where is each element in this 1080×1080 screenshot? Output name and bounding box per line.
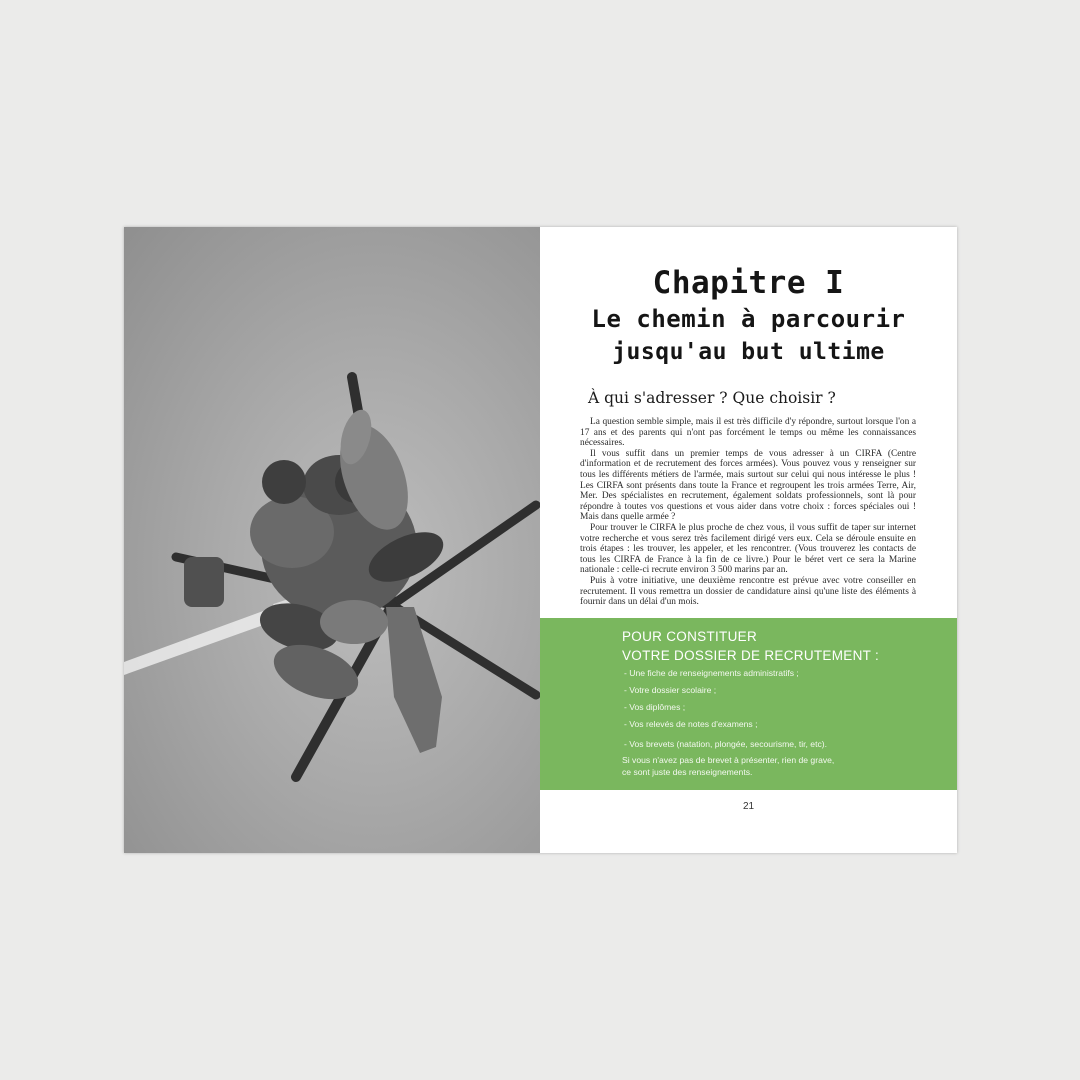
- list-item: - Vos diplômes ;: [624, 702, 686, 712]
- list-item: - Votre dossier scolaire ;: [624, 685, 717, 695]
- box-note-line2: ce sont juste des renseignements.: [622, 767, 753, 777]
- box-note: [622, 754, 922, 778]
- chapter-title-line2: jusqu'au but ultime: [612, 339, 885, 365]
- body-text: [580, 417, 916, 608]
- chapter-number: Chapitre I: [652, 265, 845, 301]
- photo-soldiers-helicopter: [124, 227, 540, 853]
- paragraph: La question semble simple, mais il est très difficile d'y répondre, surtout lorsque l'on a 17 ans et des parents qui n'ont pas forcément le temps ou même les connaissances nécessaires.: [580, 417, 916, 449]
- text-page: [540, 227, 957, 853]
- section-heading: À qui s'adresser ? Que choisir ?: [588, 389, 836, 407]
- list-item: - Vos brevets (natation, plongée, secourisme, tir, etc).: [624, 739, 828, 749]
- rope-trail: [124, 607, 280, 675]
- page-number: 21: [742, 801, 755, 812]
- paragraph: Puis à votre initiative, une deuxième rencontre est prévue avec votre conseiller en recrutement. Il vous remettra un dossier de candidature ainsi qu'une liste des éléments à fournir dans un délai d'un mois.: [580, 575, 916, 608]
- box-heading-line1: POUR CONSTITUER: [622, 629, 758, 644]
- list-item: - Vos relevés de notes d'examens ;: [624, 719, 758, 729]
- paragraph: Il vous suffit dans un premier temps de vous adresser à un CIRFA (Centre d'information et de recrutement des forces armées). Vous pouvez vous y renseigner sur tous les différents métiers de l'armée, mais surtout sur celui qui nous intéresse le plus ! Les CIRFA sont présents dans toute la France et regroupent les trois armées Terre, Air, Mer. Des spécialistes en recrutement, également soldats professionnels, sont là pour répondre à toutes vos questions et vous aider dans votre choix : forces spéciales oui ! Mais dans quelle armée ?: [580, 448, 916, 523]
- box-note-line1: Si vous n'avez pas de brevet à présenter, rien de grave,: [622, 755, 835, 765]
- box-heading-line2: VOTRE DOSSIER DE RECRUTEMENT :: [622, 648, 880, 663]
- recruitment-info-box: [540, 618, 957, 790]
- book-spread: [124, 227, 957, 853]
- box-heading: [622, 627, 879, 665]
- list-item: - Une fiche de renseignements administratifs ;: [624, 668, 799, 678]
- paragraph: Pour trouver le CIRFA le plus proche de chez vous, il vous suffit de taper sur internet votre recherche et vous serez très facilement dirigé vers eux. Cela se déroule ensuite en trois étapes : les trouver, les appeler, et les rencontrer. (Vous trouverez les contacts de tous les CIRFA de France à la fin de ce livre.) Pour le béret vert ce sera la Marine nationale : celle-ci recrute environ 3 500 marins par an.: [580, 522, 916, 576]
- chapter-title-line1: Le chemin à parcourir: [591, 305, 906, 333]
- document-list: [624, 667, 827, 755]
- photo-illustration: [124, 227, 540, 853]
